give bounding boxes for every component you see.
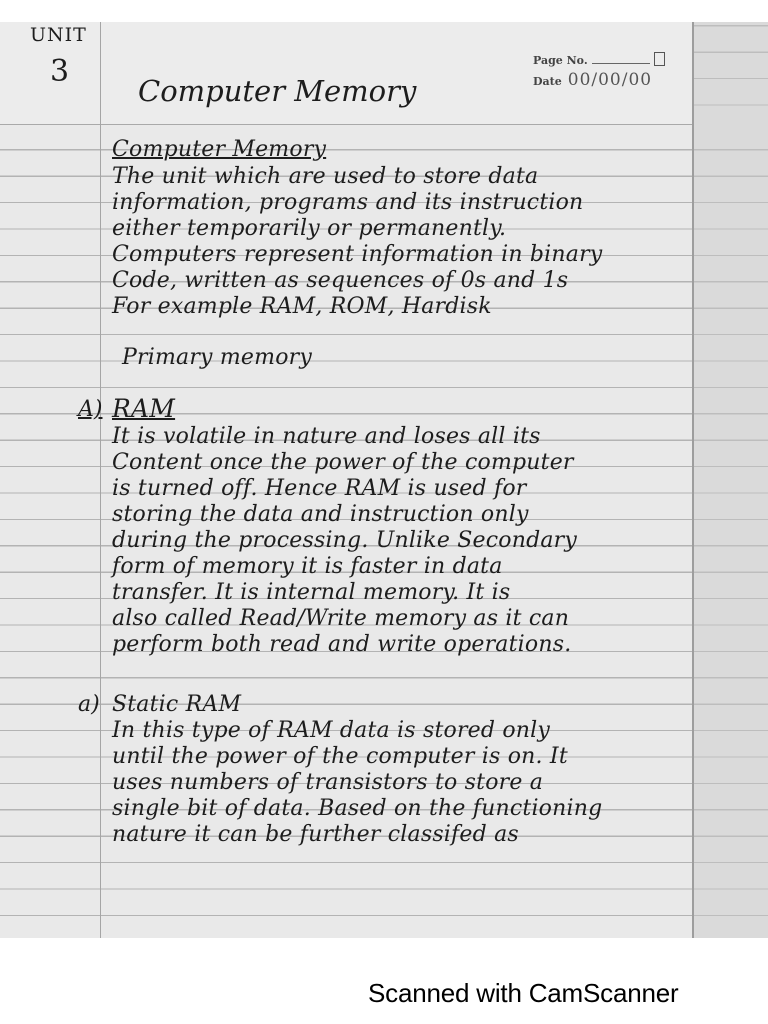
static-ram-marker: a)	[78, 692, 100, 717]
ram-line: transfer. It is internal memory. It is	[112, 580, 511, 605]
unit-number: 3	[50, 54, 70, 89]
intro-line: Code, written as sequences of 0s and 1s	[112, 268, 569, 293]
ram-line: It is volatile in nature and loses all its	[112, 424, 541, 449]
date-field	[533, 70, 652, 90]
static-ram-line: nature it can be further classifed as	[112, 822, 519, 847]
ram-line: storing the data and instruction only	[112, 502, 529, 527]
page-title: Computer Memory	[138, 74, 417, 108]
page-number-field	[533, 52, 665, 67]
ram-line: form of memory it is faster in data	[112, 554, 503, 579]
intro-line: Computers represent information in binary	[112, 242, 603, 267]
intro-line: information, programs and its instruction	[112, 190, 584, 215]
page-number-label: Page No.	[533, 54, 588, 67]
ram-line: is turned off. Hence RAM is used for	[112, 476, 527, 501]
intro-line: either temporarily or permanently.	[112, 216, 507, 241]
primary-memory-heading: Primary memory	[122, 345, 313, 370]
static-ram-line: uses numbers of transistors to store a	[112, 770, 544, 795]
intro-line: The unit which are used to store data	[112, 164, 539, 189]
camscanner-watermark: Scanned with CamScanner	[368, 978, 679, 1008]
margin-line	[100, 22, 101, 938]
intro-heading: Computer Memory	[112, 137, 327, 162]
ram-line: also called Read/Write memory as it can	[112, 606, 570, 631]
date-value: 00/00/00	[567, 70, 653, 90]
static-ram-line: until the power of the computer is on. It	[112, 744, 568, 769]
ram-line: during the processing. Unlike Secondary	[112, 528, 578, 553]
unit-label: UNIT	[30, 24, 87, 46]
date-label: Date	[533, 75, 562, 88]
static-ram-heading: Static RAM	[112, 692, 242, 717]
static-ram-line: In this type of RAM data is stored only	[112, 718, 551, 743]
static-ram-line: single bit of data. Based on the functioning	[112, 796, 603, 821]
adjacent-page-edge	[692, 22, 768, 938]
ram-heading: RAM	[112, 394, 176, 423]
page-number-box	[654, 52, 665, 66]
page-number-blank	[592, 63, 650, 64]
intro-line: For example RAM, ROM, Hardisk	[112, 294, 492, 319]
scanned-notebook-page	[0, 22, 768, 938]
ram-line: perform both read and write operations.	[112, 632, 572, 657]
ram-line: Content once the power of the computer	[112, 450, 574, 475]
notebook-page	[0, 22, 692, 938]
ram-marker: A)	[78, 397, 103, 422]
